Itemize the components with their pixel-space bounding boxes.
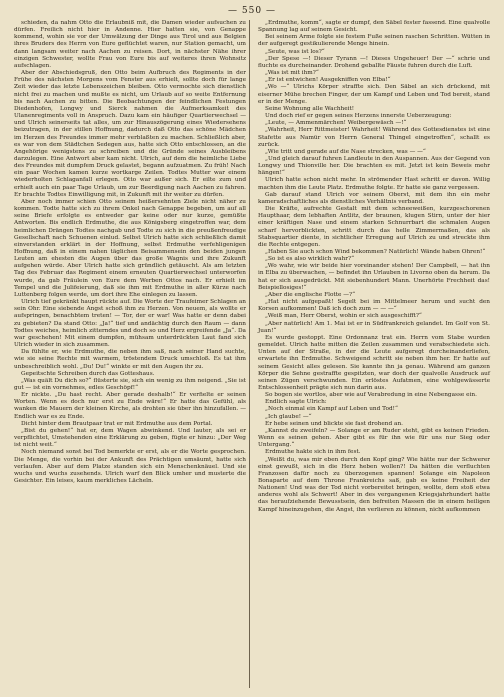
paragraph: Er nickte. „Du hast recht. Aber gerade deshalb!“ Er verfielte er seinen Worten. Wenn es doch nur erst zu Ende wäre!“ Er hatte das Gefühl, als wanken die Mauern der kleinen Kirche, als drohten sie über ihn hinzufallen. — Endlich war es zu Ende.: [14, 392, 246, 420]
column-divider: [249, 20, 250, 688]
paragraph: „Bist du gehen!“ hat er, dem Wagen abwinkend. Und lauter, als sei er verpflichtet, Umstehenden eine Erklärung zu geben, fügte er hinzu: „Der Weg ist nicht weit.“: [14, 427, 246, 449]
paragraph: Er hebe seinen und blickte sie fast drohend an.: [265, 420, 403, 427]
paragraph: „Und gleich darauf fuhren Landleute in den Auspannen. Aus der Gegend von Longwy und Thionville her. Die brachten es mit. Jetzt ist kein Beweis mehr hängen!“: [258, 155, 490, 177]
paragraph: „Aber natürlich! Am 1. Mai ist er in Südfrankreich gelandet. Im Golf von St. Juan!“: [258, 320, 490, 334]
paragraph: „Wie tritt und gerade auf die Nase strecken, was — —“: [265, 148, 426, 155]
left-column: [14, 20, 246, 485]
paragraph: Es wurde gestoppt. Eine Ordonnanz trat ein. Herrn vom Stabe wurden gemeldet. Ulrich hatte mitten die Zeilen zusammen und verabschiedete sich. Unten auf der Straße, in der die Leute aufgeregt durcheinanderliefen, erwartete ihn Erdmuthe. Schweigend schritt sie neben ihm her. Er hatte auf seinem Gesicht alles gelesen. Sie kannte ihn ja genau. Während am ganzen Körper die Sehne gestraffte gespitzten, war doch der qualvolle Ausdruck auf seinen Zügen verschwunden. Ein erlöstes Aufatmen, eine wohlgewässerte Entschlossenheit prägte sich nun darin aus.: [258, 334, 490, 391]
paragraph: Aber noch immer schien Otto seinem heißersehnten Ziele nicht näher zu kommen. Todte hatte sich zu ihrem Onkel nach Genappe begeben, um auf all seine Briefe erfolgte es entweder gar keine oder nur kurze, gemüßte Antworten. Bis endlich Erdmuthe, die aus Königsberg eingetroffen war, dem heimlichen Drängen Todtes nachgab und Todte zu sich in die preußenfreudige Gesellschaft nach Schuenen einlud. Selbst Ulrich hatte sich schließlich damit einverstanden erklärt in der Hoffnung, selbst Erdmuthe verfehligenigen Hoffnung, daß in einem nahen täglichen Beisammensein den beiden jungen Leuten am ehesten die Augen über das große Wagnis und ihre Zukunft aufgehen würde. Aber Ulrich hatte sich gründlich getäuscht. Als am letzten Tag des Februar das Regiment einem erneuten Quartierwechsel unterworfen wurde, da gab Fräulein von Eure dem Werben Ottos nach. Er erhielt im Tempel und die Julifeierung, daß sie ihm mit Erdmuthe in aller Kürze nach Luttenberg folgen werde, um dort ihre Ehe einlegen zu lassen.: [14, 198, 246, 298]
paragraph: „Leute, — Ammenmärchen! Weibergewäsch —!“: [265, 120, 407, 127]
paragraph: Noch niemand sonst bei Tod bemerkte er erst, als er die Worte gesprochen. Die Menge, die vorhin bei der Ankunft des Prächtigen umsäumt, hatte sich verlaufen. Aber auf dem Platze standen sich ein Menschenknäuel. Und sie wuchs und wuchs zusehends. Ulrich warf den Blick umher und musterte die Gesichter. Ein leises, kaum merkliches Lächeln.: [14, 449, 246, 484]
paragraph: „Erdmuthe, komm“, sagte er dumpf, den Säbel fester fassend. Eine qualvolle Spannung lag auf seinem Gesicht.: [258, 20, 490, 34]
paragraph: „So ist es also wirklich wahr?“: [265, 256, 355, 263]
paragraph: „Haben Sie auch schon Wind bekommen? Natürlich! Wände haben Ohren!“: [265, 249, 486, 255]
paragraph: „Noch einmal ein Kampf auf Leben und Tod!“: [265, 406, 398, 413]
paragraph: „Weiß man, Herr Oberst, wohin er sich ausgeschifft?“: [265, 313, 422, 320]
right-column: [258, 20, 490, 514]
paragraph: „Kannst du zweifeln? — Solange er am Ruder steht, gibt es keinen Frieden. Wenn es seinen gehen. Aber gibt es für ihn wie für uns nur Sieg oder Untergang.“: [258, 427, 490, 449]
paragraph: „Wo wahr, wie wir beide hier voreinander stehen! Der Campbell, — hat ihn in Elba zu überwachen, — befindet ihn Urlauben in Livorno oben da herum. Da hat er sich ausgedrückt. Mit siebenhundert Mann. Unerhörte Frechheit das! Beispiellosiges!“: [258, 263, 490, 291]
paragraph: So bogen sie wortlos, aber wie auf Verabredung in eine Nebengasse ein.: [265, 392, 477, 399]
paragraph: „Der Spese —! Dieser Tyrann —! Dieses Ungeheuer! Der —“ schrie und fluchte es durcheinander. Drohend geballte Fäuste fuhren durch die Luft.: [258, 55, 490, 69]
paragraph: Und doch rief er gegen seines Herzens innerste Ueberzeugung:: [265, 113, 452, 120]
paragraph: „Wo —“ Ulrichs Körper straffte sich. Den Säbel an sich drückend, mit eiserner Mühe brechen Finger, der um Kampf und Leben und Tod bereit, stand er in der Menge.: [258, 84, 490, 105]
paragraph: Aber der Abschiedsgruß, den Otto beim Aufbruch des Regiments in der Frühe des nächsten Morgens vom Fenster aus erhielt, sollte doch für lange Zeit wieder das letzte Lebenszeichen bleiben. Otto vermochte sich dienstlich nicht frei zu machen und mußte es nicht, um Urlaub auf so weite Entfernung bis nach Aachen zu bitten. Die Beobachtungen der feindlichen Festungen Diedenhofen, Longwy und Sierck nahmen die Aufmerksamkeit des Ulanenregiments voll in Anspruch. Dazu kam ein häufiger Quartierwechsel — und Ulrich seinerseits tat alles, um zur Hinauszögerung eines Wiedersehens beizutragen, in der stillen Hoffnung, dadurch daß Otto das schöne Mädchen im Herzen des Freundes immer mehr verblaßten zu machen. Schließlich aber, es war von dem Städtchen Sedegen aus, hatte sich Otto entschlossen, an die Angehörige wenigstens zu schreiben und die Gründe seines Ausbleibens darzulegen. Eine Antwort aber kam nicht. Ulrich, auf dem die heimliche Liebe des Freundes mit dumpfem Druck gelastet, begann aufzuatmen. Zu früh! Nach ein paar Wochen kamen kurze wortkarge Zeilen. Todtes Mutter war einem wiederholten Schlaganfall erlegen. Otto war außer sich. Er eilte zum und erhielt auch ein paar Tage Urlaub, um zur Beerdigung nach Aachen zu fahren. Er brachte Todtes Einwilligung mit, in Zukunft mit ihr weiter zu dürfen.: [14, 70, 246, 198]
paragraph: „Weißt du, was mir eben durch den Kopf ging? Wie hätte nur der Schwerer einst gewußt, sich in die Herz heben wollen?! Da hätten die verfluchten Franzosen dafür noch zu überzogenen spannen! Solange ein Napoleon Bonaparte auf dem Throne Frankreichs saß, gab es keine Freiheit der Nationen! Und was der Tod nicht vorbereitet bringen, wollte, dem stoß etwa anderes wohl als Schwert! Aber in des vergangenen Kriegsjahrhundert hatte das heraufziehende Bewusstsein, den befreiten Massen die in einem heiligen Kampf hineinzugehen, die Angst, ihn verlieren zu können, nicht aufkommen: [258, 456, 490, 513]
paragraph: „Was quält Du dich so?“ flüsterte sie, sich ein wenig zu ihm neigend. „Sie ist gut — ist ein vornehmes, edles Geschöpf!“: [14, 377, 246, 391]
paragraph: schieden, da nahm Otto die Erlaubniß mit, die Damen wieder aufsuchen zu dürfen. Freilich nicht hier in Andenne. Hier hatten sie, von Genappe kommend, wohin sie vor der Umwälzung der Dinge aus Tirol und aus Belgien ihres Bruders des Herrn von Eure geflüchtet waren, nur Station gemacht, um dann langsam weiter nach Aachen zu reisen. Dort, in nächster Nähe ihrer einzigen Schwester, wollte Frau von Eure bis auf weiteres ihren Wohnsitz aufschlagen.: [14, 20, 246, 69]
paragraph: Da fühlte er, wie Erdmuthe, die neben ihm saß, nach seiner Hand suchte, wie sie seine Rechte mit warmem, tröstendem Druck umschloß. Es tat ihm unbeschreiblich wohl. „Du! Du!“ winkte er mit den Augen ihr zu.: [14, 349, 246, 370]
paragraph: Ulrich tief gekränkt haupt rückte auf. Die Worte der Traufeimer Schlagen an sein Ohr. Eine siebende Angst schoß ihm zu Herzen. Von neuem, als wollte er aufspringen, benachbtem treten! — Tor, der er war! Was hatte er denn dabei zu gebieten? Da stand Otto: „Ja!“ tief und andächtig durch den Raum — dann Todtes weiches, heimlich zitterndes und doch so und Herz ergreifende „Ja“. Da war geschehen! Mit einem dumpfen, mühsam unterdrückten Laut fand sich Ulrich wieder in sich zusammen.: [14, 299, 246, 349]
paragraph: Ulrich hatte schon nicht mehr. In strömender Hast schritt er davon. Willig machten ihm die Leute Platz. Erdmuthe folgte. Er hatte sie ganz vergessen.: [258, 177, 490, 191]
paragraph: „Aber die englische Flotte —?“: [265, 291, 356, 298]
paragraph: „Wahrheit, Herr Rittmeister! Wahrheit! Während des Gottesdienstes ist eine Stafette aus Namür von Herrn General Thingel eingetroffen“, schallt es zurück.: [258, 127, 490, 148]
paragraph: „Was ist mit ihm?“: [265, 70, 319, 77]
paragraph: „Er ist entwichen! Ausgekniffen von Elba!“: [265, 77, 391, 84]
paragraph: Seine Wohnung alle Wachheit!: [265, 105, 355, 112]
paragraph: Bei seinem Arme folgte sie festem Fuße seinen raschen Schritten. Wütten in der aufgeregt gestikulierende Menge hinein.: [258, 34, 490, 48]
paragraph: „Ich glaube! —“: [265, 413, 312, 420]
paragraph: Gepeitschte Schreiben durch das Gotteshaus.: [21, 370, 155, 377]
paragraph: Erdmuthe hakte sich in ihm fest.: [265, 449, 361, 456]
paragraph: „Hat nicht aufgepaßt! Segelt bei im Mittelmeer herum und sucht den Korsen aufkommen! Daß ich doch zum — — —“: [258, 299, 490, 313]
paragraph: Die Kräfte, aufrechte Gestalt mit dem schneeweißen, kurzgeschorenen Haupthaar, dem lebhaften Antlitz, der braunen, klugen Stirn, unter der hier einer kräftigen Nase und einem starken Schnurrbart die schmalen Augen scharf hervorblickten, schritt durch das helle Zimmermaßen, das als Stabsquartier diente, in sichtlicher Erregung auf Ulrich zu und streckte ihm die Rechte entgegen.: [258, 206, 490, 248]
paragraph: „Seute, was ist los?“: [265, 48, 325, 55]
paragraph: Endlich sagte Ulrich:: [265, 399, 327, 406]
paragraph: Dicht hinter dem Brautpaar trat er mit Erdmuthe aus dem Portal.: [21, 420, 213, 427]
paragraph: Gab darauf stand Ulrich vor seinem Oberst, mit dem ihn ein mehr kameradschaftliches als dienstliches Verhältnis verband.: [258, 191, 490, 205]
page-number: — 550 —: [228, 6, 276, 16]
